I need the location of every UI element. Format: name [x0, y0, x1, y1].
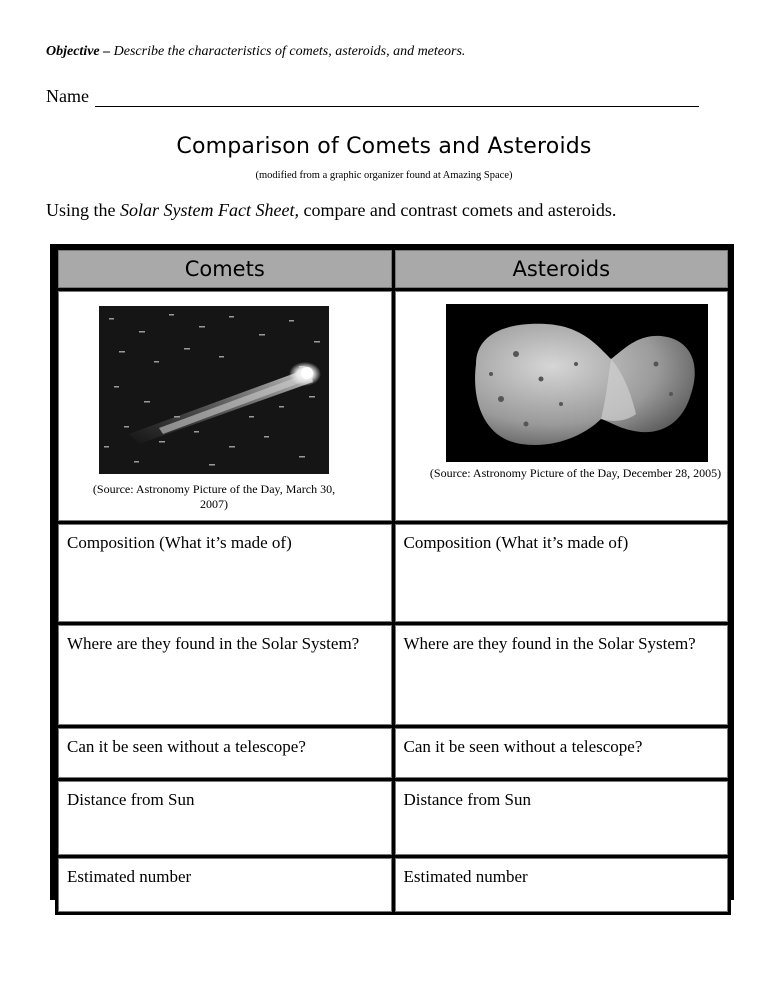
page-title: Comparison of Comets and Asteroids	[176, 134, 592, 159]
name-row	[46, 86, 699, 107]
comparison-table	[50, 244, 734, 900]
instruction-after: compare and contrast comets and asteroids.	[298, 200, 617, 220]
objective-label: Objective –	[46, 44, 111, 59]
asteroids-number-cell[interactable]: Estimated number	[395, 858, 729, 912]
asteroids-visibility-cell[interactable]: Can it be seen without a telescope?	[395, 728, 729, 778]
instruction-before: Using the	[46, 200, 120, 220]
asteroid-image-cell	[395, 291, 729, 521]
instruction	[46, 200, 616, 221]
objective-text: Describe the characteristics of comets, asteroids, and meteors.	[113, 44, 466, 59]
instruction-italic: Solar System Fact Sheet,	[120, 200, 299, 220]
comets-visibility-cell[interactable]: Can it be seen without a telescope?	[58, 728, 392, 778]
comet-caption: (Source: Astronomy Picture of the Day, March 30, 2007)	[92, 482, 336, 511]
comets-location-cell[interactable]: Where are they found in the Solar System?	[58, 625, 392, 725]
objective	[46, 44, 465, 60]
comets-distance-cell[interactable]: Distance from Sun	[58, 781, 392, 855]
comets-number-cell[interactable]: Estimated number	[58, 858, 392, 912]
asteroid-caption: (Source: Astronomy Picture of the Day, December 28, 2005)	[429, 466, 722, 480]
page-subtitle: (modified from a graphic organizer found at Amazing Space)	[255, 170, 513, 181]
comet-image	[99, 306, 329, 474]
name-blank-line[interactable]	[95, 88, 699, 107]
comet-image-cell	[58, 291, 392, 521]
header-asteroids: Asteroids	[395, 250, 729, 288]
header-comets: Comets	[58, 250, 392, 288]
asteroids-composition-cell[interactable]: Composition (What it’s made of)	[395, 524, 729, 622]
asteroid-image	[446, 304, 708, 462]
asteroids-distance-cell[interactable]: Distance from Sun	[395, 781, 729, 855]
asteroids-location-cell[interactable]: Where are they found in the Solar System?	[395, 625, 729, 725]
name-label: Name	[46, 86, 89, 106]
comets-composition-cell[interactable]: Composition (What it’s made of)	[58, 524, 392, 622]
